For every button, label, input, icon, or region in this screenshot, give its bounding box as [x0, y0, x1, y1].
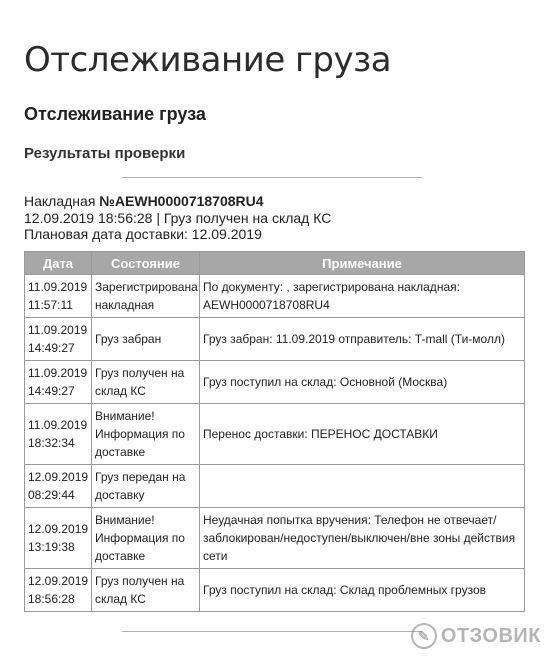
- tracking-table: [24, 251, 525, 612]
- waybill-info: [24, 193, 331, 243]
- status-line: 12.09.2019 18:56:28 | Груз получен на склад КС: [24, 209, 332, 226]
- otzovik-logo-icon: ✎: [411, 623, 437, 649]
- cell-date: 11.09.2019 14:49:27: [25, 318, 92, 361]
- divider-top: [122, 177, 422, 178]
- waybill-line: [24, 193, 331, 210]
- cell-date: 11.09.2019 11:57:11: [25, 275, 92, 318]
- table-row: [25, 361, 525, 404]
- watermark: [411, 623, 541, 649]
- cell-state: Зарегистрирована накладная: [92, 275, 200, 318]
- table-row: [25, 465, 525, 508]
- divider-bottom: [122, 631, 422, 632]
- waybill-number: №AEWH0000718708RU4: [99, 193, 264, 209]
- page-heading: Отслеживание груза: [24, 40, 392, 80]
- table-row: [25, 318, 525, 361]
- cell-date: 11.09.2019 18:32:34: [25, 404, 92, 465]
- cell-state: Внимание! Информация по доставке: [92, 404, 200, 465]
- cell-note: [200, 465, 525, 508]
- cell-state: Груз получен на склад КС: [92, 361, 200, 404]
- cell-note: По документу: , зарегистрирована накладная: AEWH0000718708RU4: [200, 275, 525, 318]
- cell-note: Перенос доставки: ПЕРЕНОС ДОСТАВКИ: [200, 404, 525, 465]
- cell-date: 12.09.2019 13:19:38: [25, 508, 92, 569]
- cell-date: 12.09.2019 18:56:28: [25, 569, 92, 612]
- page-subheading: Отслеживание груза: [24, 104, 206, 124]
- cell-date: 11.09.2019 14:49:27: [25, 361, 92, 404]
- table-row: [25, 508, 525, 569]
- cell-note: Неудачная попытка вручения: Телефон не отвечает/заблокирован/недоступен/выключен/вне зоны действия сети: [200, 508, 525, 569]
- cell-state: Груз получен на склад КС: [92, 569, 200, 612]
- table-header-row: [25, 252, 525, 275]
- cell-state: Груз передан на доставку: [92, 465, 200, 508]
- watermark-text: ОТЗОВИК: [440, 624, 541, 647]
- waybill-label: Накладная: [24, 193, 96, 209]
- column-header-state: Состояние: [92, 252, 200, 275]
- cell-note: Груз поступил на склад: Основной (Москва): [200, 361, 525, 404]
- cell-state: Груз забран: [92, 318, 200, 361]
- cell-note: Груз поступил на склад: Склад проблемных грузов: [200, 569, 525, 612]
- cell-date: 12.09.2019 08:29:44: [25, 465, 92, 508]
- column-header-date: Дата: [25, 252, 92, 275]
- results-title: Результаты проверки: [24, 145, 186, 162]
- planned-delivery: Плановая дата доставки: 12.09.2019: [24, 226, 262, 242]
- cell-note: Груз забран: 11.09.2019 отправитель: T-mall (Ти-молл): [200, 318, 525, 361]
- table-row: [25, 569, 525, 612]
- cell-state: Внимание! Информация по доставке: [92, 508, 200, 569]
- table-row: [25, 404, 525, 465]
- table-row: [25, 275, 525, 318]
- column-header-note: Примечание: [200, 252, 525, 275]
